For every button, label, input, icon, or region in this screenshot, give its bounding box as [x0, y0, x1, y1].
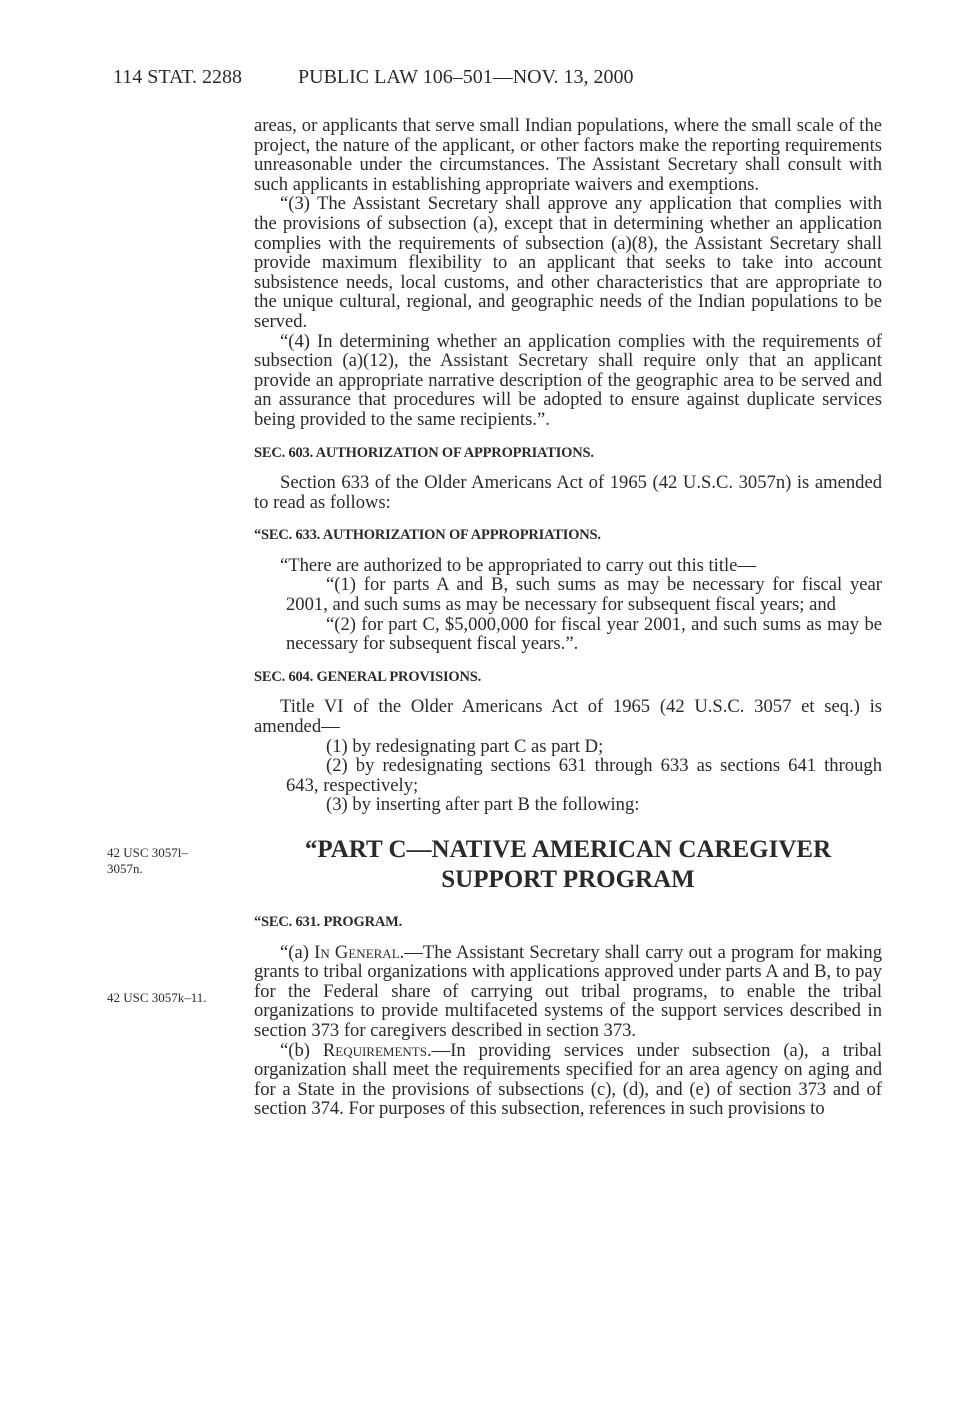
subsection-b-caption: Requirements.	[322, 1039, 432, 1061]
section-633-heading: “SEC. 633. AUTHORIZATION OF APPROPRIATIONS.	[254, 527, 601, 544]
paragraph-continuation: areas, or applicants that serve small Indian populations, where the small scale of the project, the nature of the applicant, or other factors make the reporting requirements unreasonable under the circumstances. The Assistant Secretary shall consult with such applicants in establishing appropriate waivers and exemptions.	[254, 115, 882, 195]
section-633-item-2: “(2) for part C, $5,000,000 for fiscal year 2001, and such sums as may be necessary for subsequent fiscal years.”.	[286, 613, 882, 655]
subsection-a-prefix: “(a)	[280, 941, 315, 963]
part-c-heading	[254, 835, 882, 895]
section-604-text: Title VI of the Older Americans Act of 1965 (42 U.S.C. 3057 et seq.) is amended—	[254, 696, 882, 738]
paragraph-4: “(4) In determining whether an application complies with the requirements of subsection (a)(12), the Assistant Secretary shall require only that an applicant provide an appropriate narrative description of the geographic area to be served and an assurance that procedures will be adopted to ensure against duplicate services being provided to the same recipients.”.	[254, 330, 882, 430]
subsection-b-prefix: “(b)	[280, 1039, 323, 1061]
margin-note-usc-2: 42 USC 3057k–11.	[107, 990, 207, 1005]
section-604-heading: SEC. 604. GENERAL PROVISIONS.	[254, 668, 482, 685]
section-633-text: “There are authorized to be appropriated to carry out this title—	[280, 554, 757, 576]
document-body	[254, 116, 882, 1119]
part-c-heading-line-1: “PART C—NATIVE AMERICAN CAREGIVER	[304, 836, 832, 863]
public-law-citation: PUBLIC LAW 106–501—NOV. 13, 2000	[298, 66, 634, 88]
section-631-b	[254, 1041, 882, 1119]
subsection-a-caption: In General.	[314, 941, 405, 963]
page-header	[113, 66, 793, 92]
section-631-a	[254, 943, 882, 1041]
paragraph-3: “(3) The Assistant Secretary shall approve any application that complies with the provisions of subsection (a), except that in determining whether an application complies with the requirements of subsection (a)(8), the Assistant Secretary shall provide maximum flexibility to an applicant that seeks to take into account subsistence needs, local customs, and other characteristics that are appropriate to the unique cultural, regional, and geographic needs of the Indian populations to be served.	[254, 193, 882, 332]
subsection-b-text: —In providing services under subsection (a), a tribal organization shall meet the requirements specified for an area agency on aging and for a State in the provisions of subsections (c), (d), and (e) of section 373 and of section 374. For purposes of this subsection, references in such provisions to	[254, 1039, 882, 1120]
subsection-a-text: —The Assistant Secretary shall carry out a program for making grants to tribal organizations with applications approved under parts A and B, to pay for the Federal share of carrying out tribal programs, to enable the tribal organizations to provide multifaceted systems of the support services described in section 373 for caregivers described in section 373.	[254, 941, 883, 1041]
section-604-item-2: (2) by redesignating sections 631 through 633 as sections 641 through 643, respectively;	[286, 755, 882, 796]
part-c-heading-line-2: SUPPORT PROGRAM	[441, 866, 695, 893]
section-604-item-3: (3) by inserting after part B the following:	[326, 794, 640, 816]
statute-page-number: 114 STAT. 2288	[113, 66, 242, 88]
margin-note-usc-1: 42 USC 3057l–3057n.	[107, 845, 188, 876]
section-603-text: Section 633 of the Older Americans Act of 1965 (42 U.S.C. 3057n) is amended to read as follows:	[254, 472, 882, 513]
section-603-heading: SEC. 603. AUTHORIZATION OF APPROPRIATIONS.	[254, 444, 594, 461]
section-604-item-1: (1) by redesignating part C as part D;	[326, 735, 604, 757]
section-631-heading: “SEC. 631. PROGRAM.	[254, 914, 403, 930]
section-633-item-1: “(1) for parts A and B, such sums as may be necessary for fiscal year 2001, and such sums as may be necessary for subsequent fiscal years; and	[286, 574, 882, 616]
